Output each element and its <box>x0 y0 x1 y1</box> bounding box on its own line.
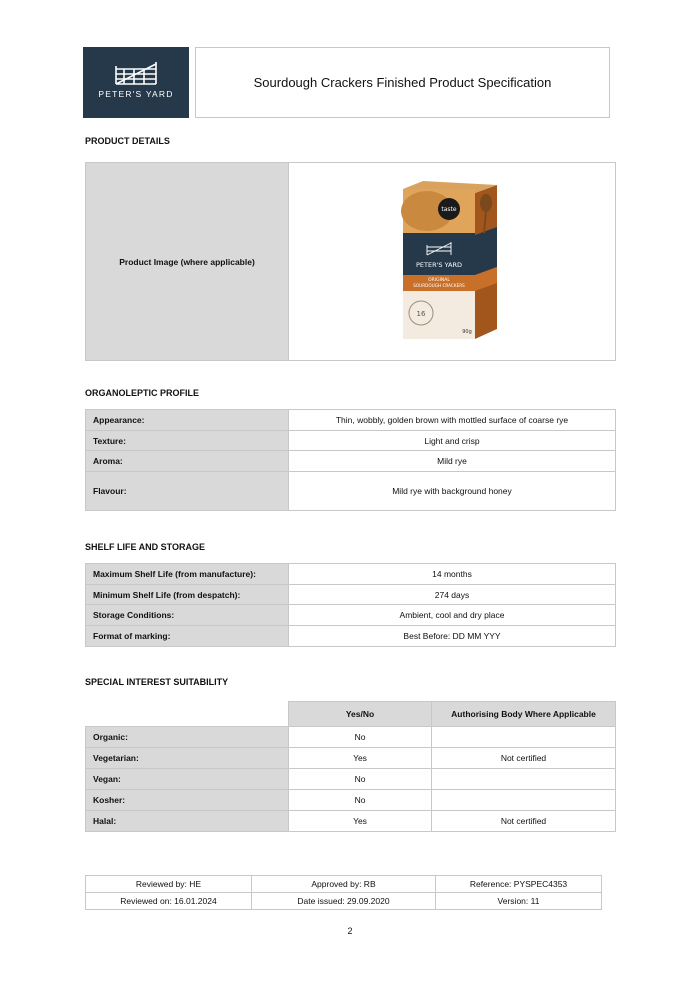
row-label: Format of marking: <box>86 626 289 647</box>
table-row <box>86 876 602 893</box>
row-label: Maximum Shelf Life (from manufacture): <box>86 564 289 585</box>
table-row <box>86 431 616 451</box>
row-value: Best Before: DD MM YYY <box>289 626 616 647</box>
row-value: Mild rye <box>289 451 616 472</box>
approved-by: Approved by: RB <box>252 876 436 893</box>
row-value: Mild rye with background honey <box>289 472 616 511</box>
row-value: 274 days <box>289 585 616 605</box>
row-body: Not certified <box>432 748 616 769</box>
row-label: Appearance: <box>86 410 289 431</box>
logo-wordmark: PETER'S YARD <box>98 89 174 99</box>
product-image-cell <box>289 163 616 361</box>
row-label: Vegan: <box>86 769 289 790</box>
col-body-header: Authorising Body Where Applicable <box>432 702 616 727</box>
row-yesno: No <box>289 769 432 790</box>
table-row <box>86 451 616 472</box>
date-issued: Date issued: 29.09.2020 <box>252 893 436 910</box>
empty-header-cell <box>86 702 289 727</box>
package-weight: 90g <box>462 328 472 335</box>
product-image-label: Product Image (where applicable) <box>86 163 289 361</box>
row-yesno: Yes <box>289 748 432 769</box>
table-row <box>86 790 616 811</box>
document-header <box>83 47 610 118</box>
row-body <box>432 727 616 748</box>
table-row <box>86 410 616 431</box>
row-yesno: No <box>289 790 432 811</box>
product-package-image <box>397 179 507 345</box>
suitability-heading: SPECIAL INTEREST SUITABILITY <box>85 677 229 687</box>
reviewed-by: Reviewed by: HE <box>86 876 252 893</box>
row-label: Texture: <box>86 431 289 451</box>
peters-yard-logo <box>83 47 189 118</box>
package-line1: ORIGINAL <box>428 277 450 283</box>
row-label: Aroma: <box>86 451 289 472</box>
table-row <box>86 811 616 832</box>
row-label: Flavour: <box>86 472 289 511</box>
badge-text: taste <box>441 205 457 213</box>
version: Version: 11 <box>436 893 602 910</box>
table-header-row <box>86 702 616 727</box>
product-details-heading: PRODUCT DETAILS <box>85 136 170 146</box>
document-title: Sourdough Crackers Finished Product Specification <box>195 47 610 118</box>
row-yesno: Yes <box>289 811 432 832</box>
row-value: Thin, wobbly, golden brown with mottled surface of coarse rye <box>289 410 616 431</box>
row-value: Ambient, cool and dry place <box>289 605 616 626</box>
row-value: 14 months <box>289 564 616 585</box>
row-value: Light and crisp <box>289 431 616 451</box>
suitability-table <box>85 701 616 832</box>
col-yesno-header: Yes/No <box>289 702 432 727</box>
row-label: Minimum Shelf Life (from despatch): <box>86 585 289 605</box>
page-number: 2 <box>347 926 353 936</box>
table-row <box>86 564 616 585</box>
row-body <box>432 790 616 811</box>
row-label: Organic: <box>86 727 289 748</box>
organoleptic-table <box>85 409 616 511</box>
reference: Reference: PYSPEC4353 <box>436 876 602 893</box>
row-label: Kosher: <box>86 790 289 811</box>
table-row <box>86 727 616 748</box>
row-label: Halal: <box>86 811 289 832</box>
row-label: Vegetarian: <box>86 748 289 769</box>
table-row <box>86 769 616 790</box>
row-yesno: No <box>289 727 432 748</box>
gate-icon <box>114 60 158 86</box>
package-brand: PETER'S YARD <box>415 260 463 269</box>
table-row <box>86 626 616 647</box>
shelf-life-table <box>85 563 616 647</box>
row-body: Not certified <box>432 811 616 832</box>
reviewed-on: Reviewed on: 16.01.2024 <box>86 893 252 910</box>
table-row <box>86 472 616 511</box>
shelf-life-heading: SHELF LIFE AND STORAGE <box>85 542 206 552</box>
package-line2: SOURDOUGH CRACKERS <box>413 282 465 288</box>
table-row <box>86 748 616 769</box>
product-details-table <box>85 162 616 361</box>
organoleptic-heading: ORGANOLEPTIC PROFILE <box>85 388 200 398</box>
row-body <box>432 769 616 790</box>
table-row <box>86 585 616 605</box>
row-label: Storage Conditions: <box>86 605 289 626</box>
table-row <box>86 605 616 626</box>
document-control-table <box>85 875 602 910</box>
table-row <box>86 893 602 910</box>
seal-number: 16 <box>416 309 426 318</box>
